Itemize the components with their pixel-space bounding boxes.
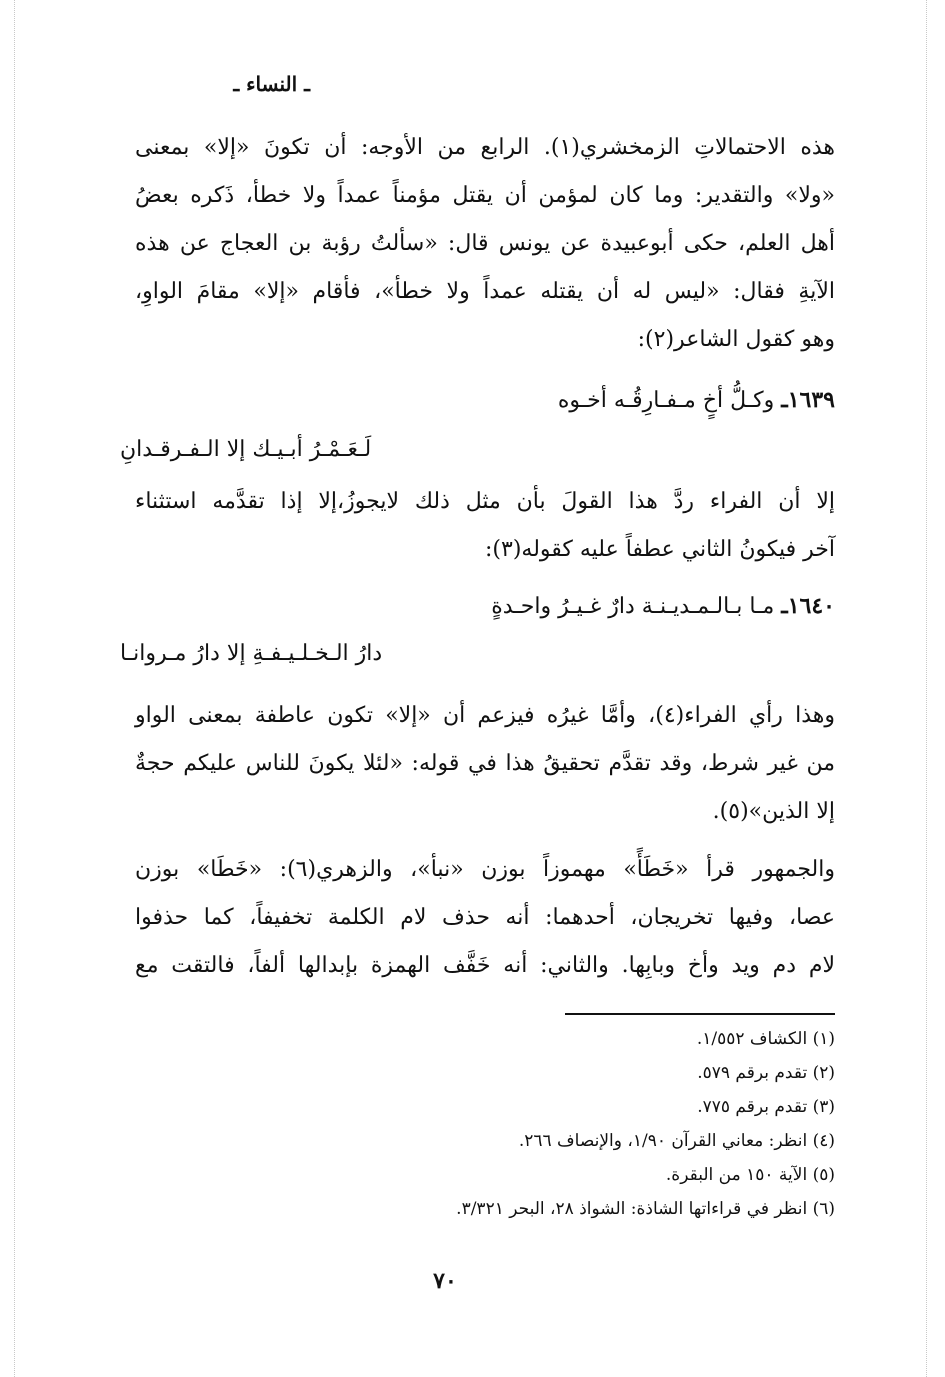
running-header-text: ـ النساء ـ — [233, 72, 310, 96]
text-line: عصا، وفيها تخريجان، أحدهما: أنه حذف لام الكلمة تخفيفاً، كما حذفوا — [135, 905, 835, 930]
scan-edge-left — [14, 0, 15, 1377]
paragraph-4 — [135, 846, 835, 990]
footnotes — [135, 1022, 835, 1226]
text-line: إلا الذين»(٥). — [712, 799, 835, 824]
footnote: (٣) تقدم برقم ٧٧٥. — [697, 1097, 835, 1117]
verse-number: ١٦٤٠ـ — [781, 593, 835, 619]
text-line: أهل العلم، حكى أبوعبيدة عن يونس قال: «سألتُ رؤبة بن العجاج عن هذه — [135, 231, 835, 256]
footnote: (١) الكشاف ١/٥٥٢. — [696, 1029, 835, 1049]
verse-text: مـا بـالـمـديـنـة دارٌ غـيـرُ واحـدةٍ — [491, 594, 775, 619]
footnote-separator — [565, 1013, 835, 1015]
verse-1639-second-hemistich — [120, 426, 620, 474]
verse-text: دارُ الـخـلـيـفـةِ إلا دارُ مـروانـا — [120, 641, 383, 666]
paragraph-2 — [135, 478, 835, 574]
text-line: وهذا رأي الفراء(٤)، وأمَّا غيرُه فيزعم أن «إلا» تكون عاطفة بمعنى الواو — [135, 703, 835, 728]
text-line: هذه الاحتمالاتِ الزمخشري(١). الرابع من الأوجه: أن تكونَ «إلا» بمعنى — [135, 135, 835, 160]
text-line: لام دم ويد وأخ وبابِها. والثاني: أنه خَفَّف الهمزة بإبدالها ألفاً، فالتقت مع — [135, 953, 835, 978]
text-line: وهو كقول الشاعر(٢): — [637, 327, 835, 352]
verse-1640-first-hemistich — [295, 582, 835, 630]
footnote: (٢) تقدم برقم ٥٧٩. — [697, 1063, 835, 1083]
page-number: ٧٠ — [433, 1268, 457, 1294]
verse-1639-first-hemistich — [295, 376, 835, 424]
text-line: من غير شرط، وقد تقدَّم تحقيقُ هذا في قوله: «لئلا يكونَ للناس عليكم حجةٌ — [135, 751, 835, 776]
footnote: (٦) انظر في قراءاتها الشاذة: الشواذ ٢٨، البحر ٣/٣٢١. — [456, 1199, 835, 1219]
verse-text: لَـعَـمْـرُ أبـيـك إلا الـفـرقـدانِ — [120, 437, 372, 462]
running-header — [110, 72, 310, 96]
text-line: «ولا» والتقدير: وما كان لمؤمن أن يقتل مؤمناً عمداً ولا خطأ، ذَكره بعضُ — [135, 183, 835, 208]
text-line: آخر فيكونُ الثاني عطفاً عليه كقوله(٣): — [485, 537, 835, 562]
verse-1640-second-hemistich — [120, 630, 620, 678]
footnote: (٤) انظر: معاني القرآن ١/٩٠، والإنصاف ٢٦٦. — [518, 1131, 835, 1151]
verse-text: وكـلُّ أخٍ مـفـارِقُـه أخـوه — [557, 388, 775, 413]
scan-edge-right — [926, 0, 927, 1377]
verse-number: ١٦٣٩ـ — [781, 387, 835, 413]
paragraph-1 — [135, 124, 835, 364]
text-line: إلا أن الفراء ردَّ هذا القولَ بأن مثل ذلك لايجوزُ،إلا إذا تقدَّمه استثناء — [135, 489, 835, 514]
paragraph-3 — [135, 692, 835, 836]
text-line: الآيةِ فقال: «ليس له أن يقتله عمداً ولا خطأ»، فأقام «إلا» مقامَ الواوِ، — [135, 279, 835, 304]
text-line: والجمهور قرأ «خَطَأً» مهموزاً بوزن «نبأ»، والزهري(٦): «خَطَا» بوزن — [135, 857, 835, 882]
footnote: (٥) الآية ١٥٠ من البقرة. — [665, 1165, 835, 1185]
